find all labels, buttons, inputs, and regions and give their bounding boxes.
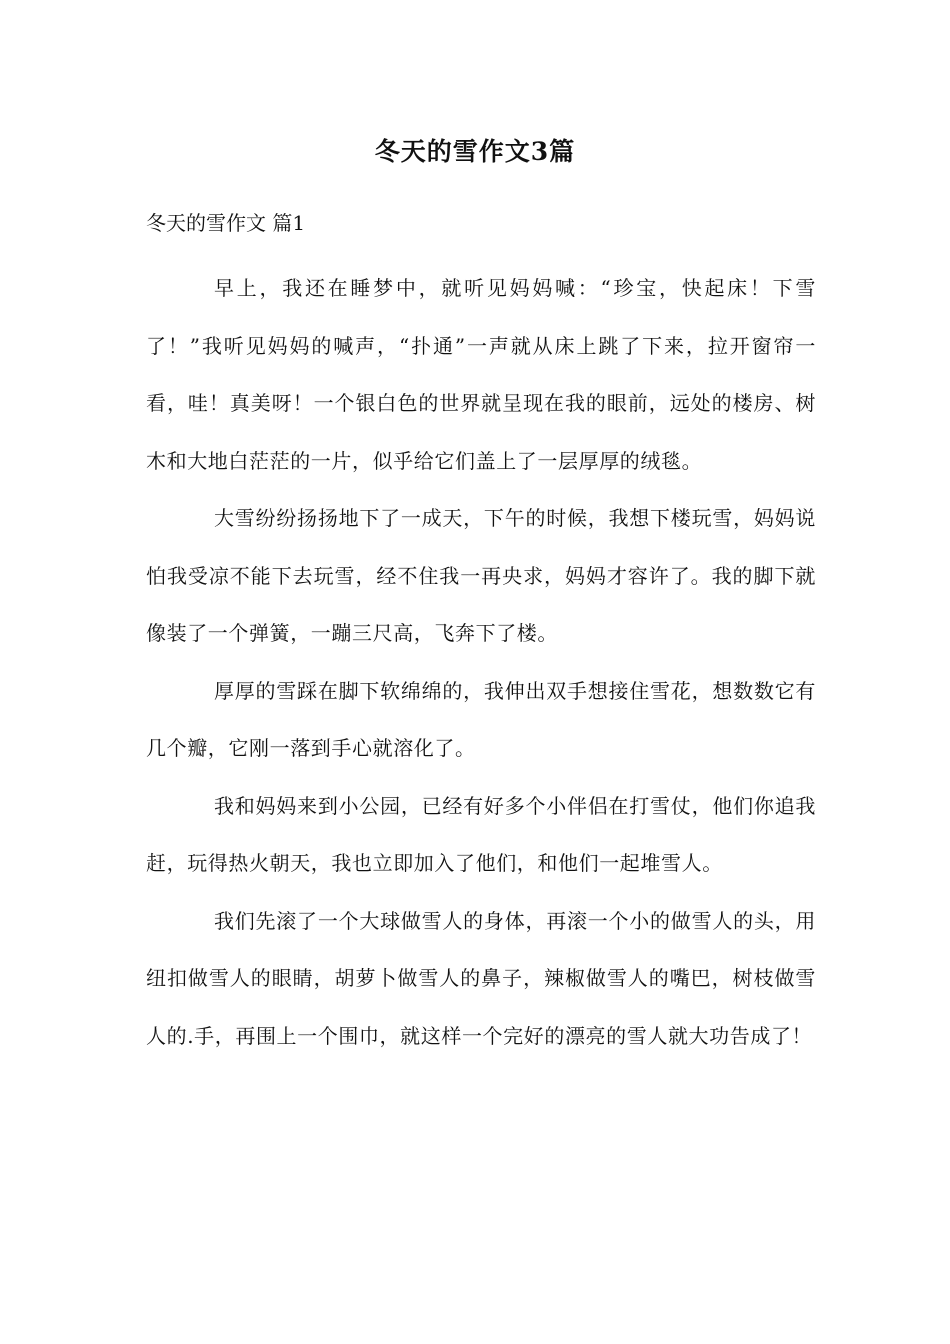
paragraph-3: 厚厚的雪踩在脚下软绵绵的，我伸出双手想接住雪花，想数数它有几个瓣，它刚一落到手心就溶化了。 <box>146 678 816 760</box>
paragraph-5: 我们先滚了一个大球做雪人的身体，再滚一个小的做雪人的头，用纽扣做雪人的眼睛，胡萝卜做雪人的鼻子，辣椒做雪人的嘴巴，树枝做雪人的.手，再围上一个围巾，就这样一个完好的漂亮的雪人就大功告成了！ <box>146 908 816 1048</box>
essay-body <box>146 260 816 1065</box>
paragraph-1: 早上，我还在睡梦中，就听见妈妈喊：“珍宝，快起床！下雪了！”我听见妈妈的喊声，“扑通”一声就从床上跳了下来，拉开窗帘一看，哇！真美呀！一个银白色的世界就呈现在我的眼前，远处的楼房、树木和大地白茫茫的一片，似乎给它们盖上了一层厚厚的绒毯。 <box>146 276 816 473</box>
document-title: 冬天的雪作文3篇 <box>374 137 576 166</box>
section-heading: 冬天的雪作文 篇1 <box>146 211 306 235</box>
paragraph-2: 大雪纷纷扬扬地下了一成天，下午的时候，我想下楼玩雪，妈妈说怕我受凉不能下去玩雪，经不住我一再央求，妈妈才容许了。我的脚下就像装了一个弹簧，一蹦三尺高，飞奔下了楼。 <box>146 506 816 645</box>
paragraph-4: 我和妈妈来到小公园，已经有好多个小伴侣在打雪仗，他们你追我赶，玩得热火朝天，我也立即加入了他们，和他们一起堆雪人。 <box>146 793 816 875</box>
